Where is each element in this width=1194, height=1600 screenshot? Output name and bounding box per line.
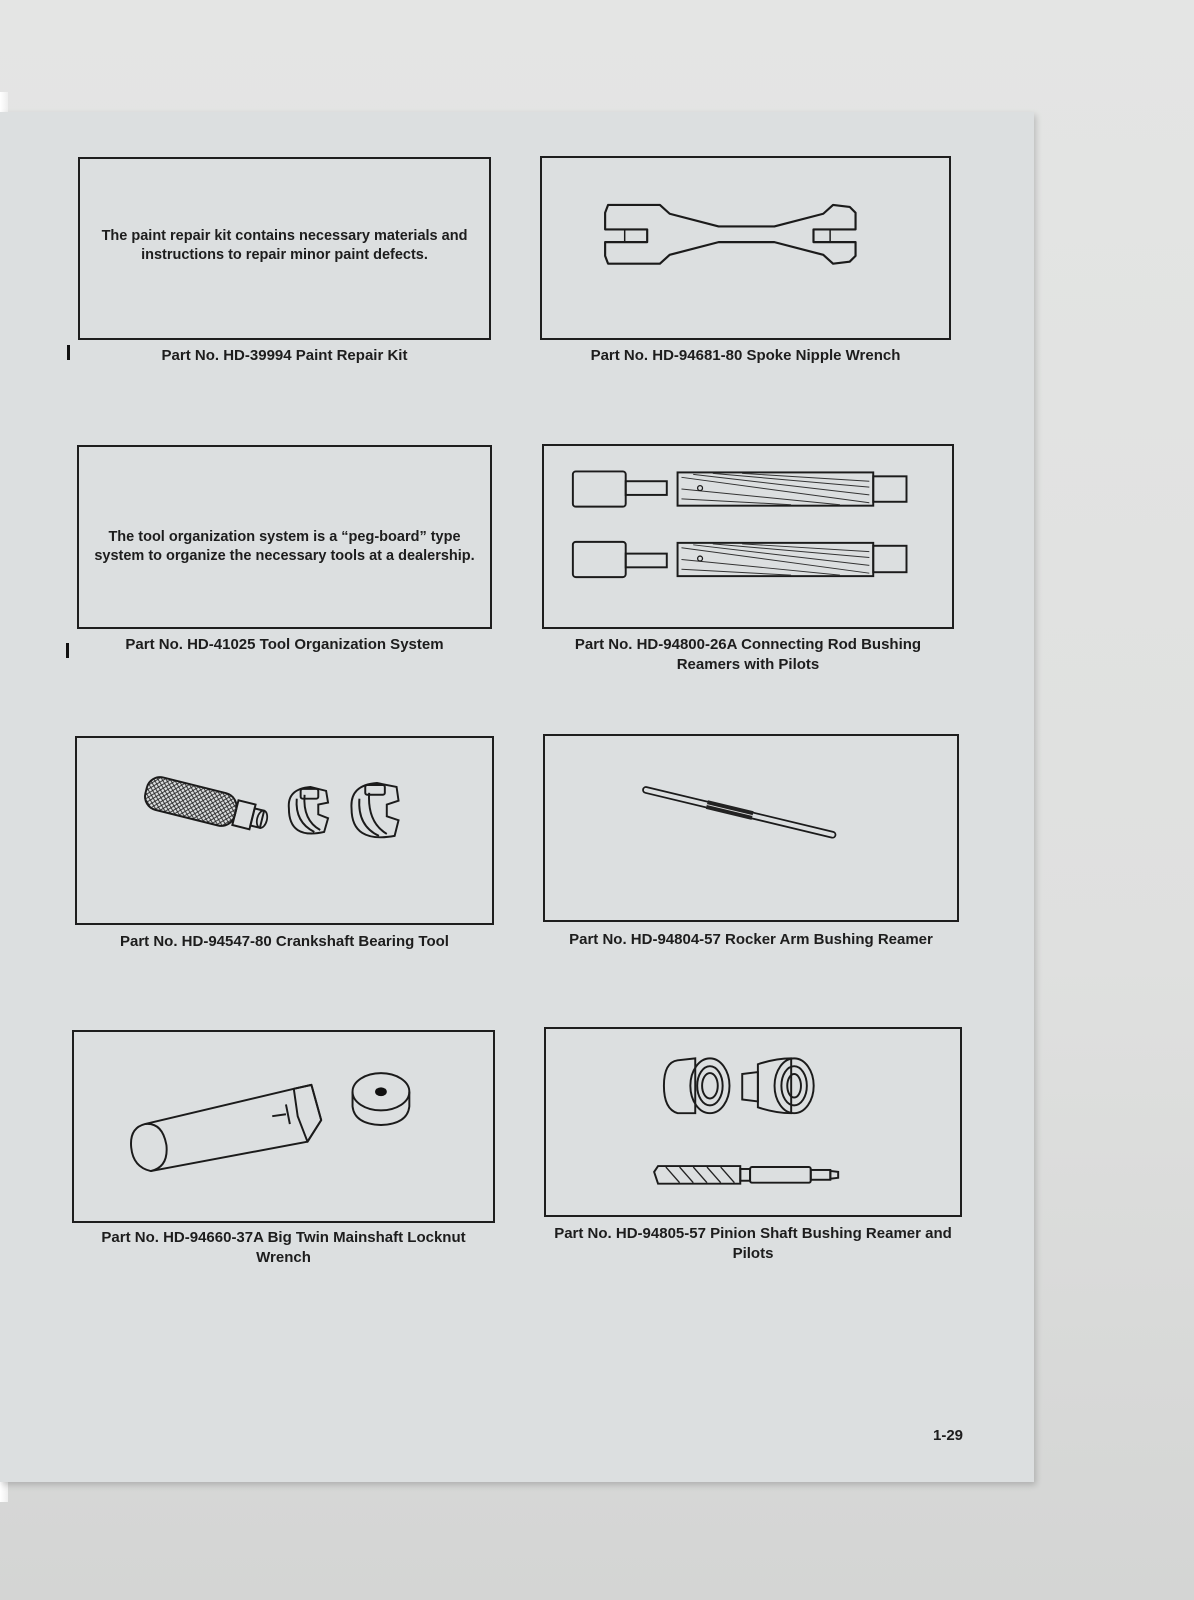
spoke-nipple-wrench-icon [542,158,949,338]
bushing-reamers-with-pilots-icon [544,446,952,627]
figure-spoke-nipple-wrench [540,156,951,340]
figure-description: The paint repair kit contains necessary materials and instructions to repair minor paint defects. [101,228,468,263]
figure-caption: Part No. HD-94804-57 Rocker Arm Bushing Reamer [569,931,933,948]
figure-description: The tool organization system is a “peg-board” type system to organize the necessary tools at a dealership. [94,529,475,564]
figure-mainshaft-locknut-wrench [72,1030,495,1223]
figure-caption: Part No. HD-94800-26A Connecting Rod Bushing Reamers with Pilots [574,636,922,673]
figure-caption: Part No. HD-94805-57 Pinion Shaft Bushing Reamer and Pilots [554,1225,952,1262]
figure-crankshaft-bearing-tool [75,736,494,925]
rocker-arm-bushing-reamer-icon [545,736,957,920]
figure-rocker-arm-bushing-reamer [543,734,959,922]
figure-tool-organization-system [77,445,492,629]
mainshaft-locknut-wrench-icon [74,1032,493,1221]
page-number: 1-29 [933,1427,964,1444]
figure-caption: Part No. HD-94681-80 Spoke Nipple Wrench [590,347,901,364]
manual-page [0,112,1034,1482]
figure-caption: Part No. HD-41025 Tool Organization System [125,636,444,653]
change-bar [67,345,70,360]
figure-caption: Part No. HD-94660-37A Big Twin Mainshaft Locknut Wrench [101,1229,466,1266]
crankshaft-bearing-tool-icon [77,738,492,923]
figure-connecting-rod-bushing-reamers [542,444,954,629]
pinion-shaft-reamer-and-pilots-icon [546,1029,960,1215]
figure-paint-repair-kit [78,157,491,340]
figure-pinion-shaft-bushing-reamer [544,1027,962,1217]
change-bar [66,643,69,658]
figure-caption: Part No. HD-39994 Paint Repair Kit [161,347,408,364]
figure-caption: Part No. HD-94547-80 Crankshaft Bearing Tool [120,933,449,950]
